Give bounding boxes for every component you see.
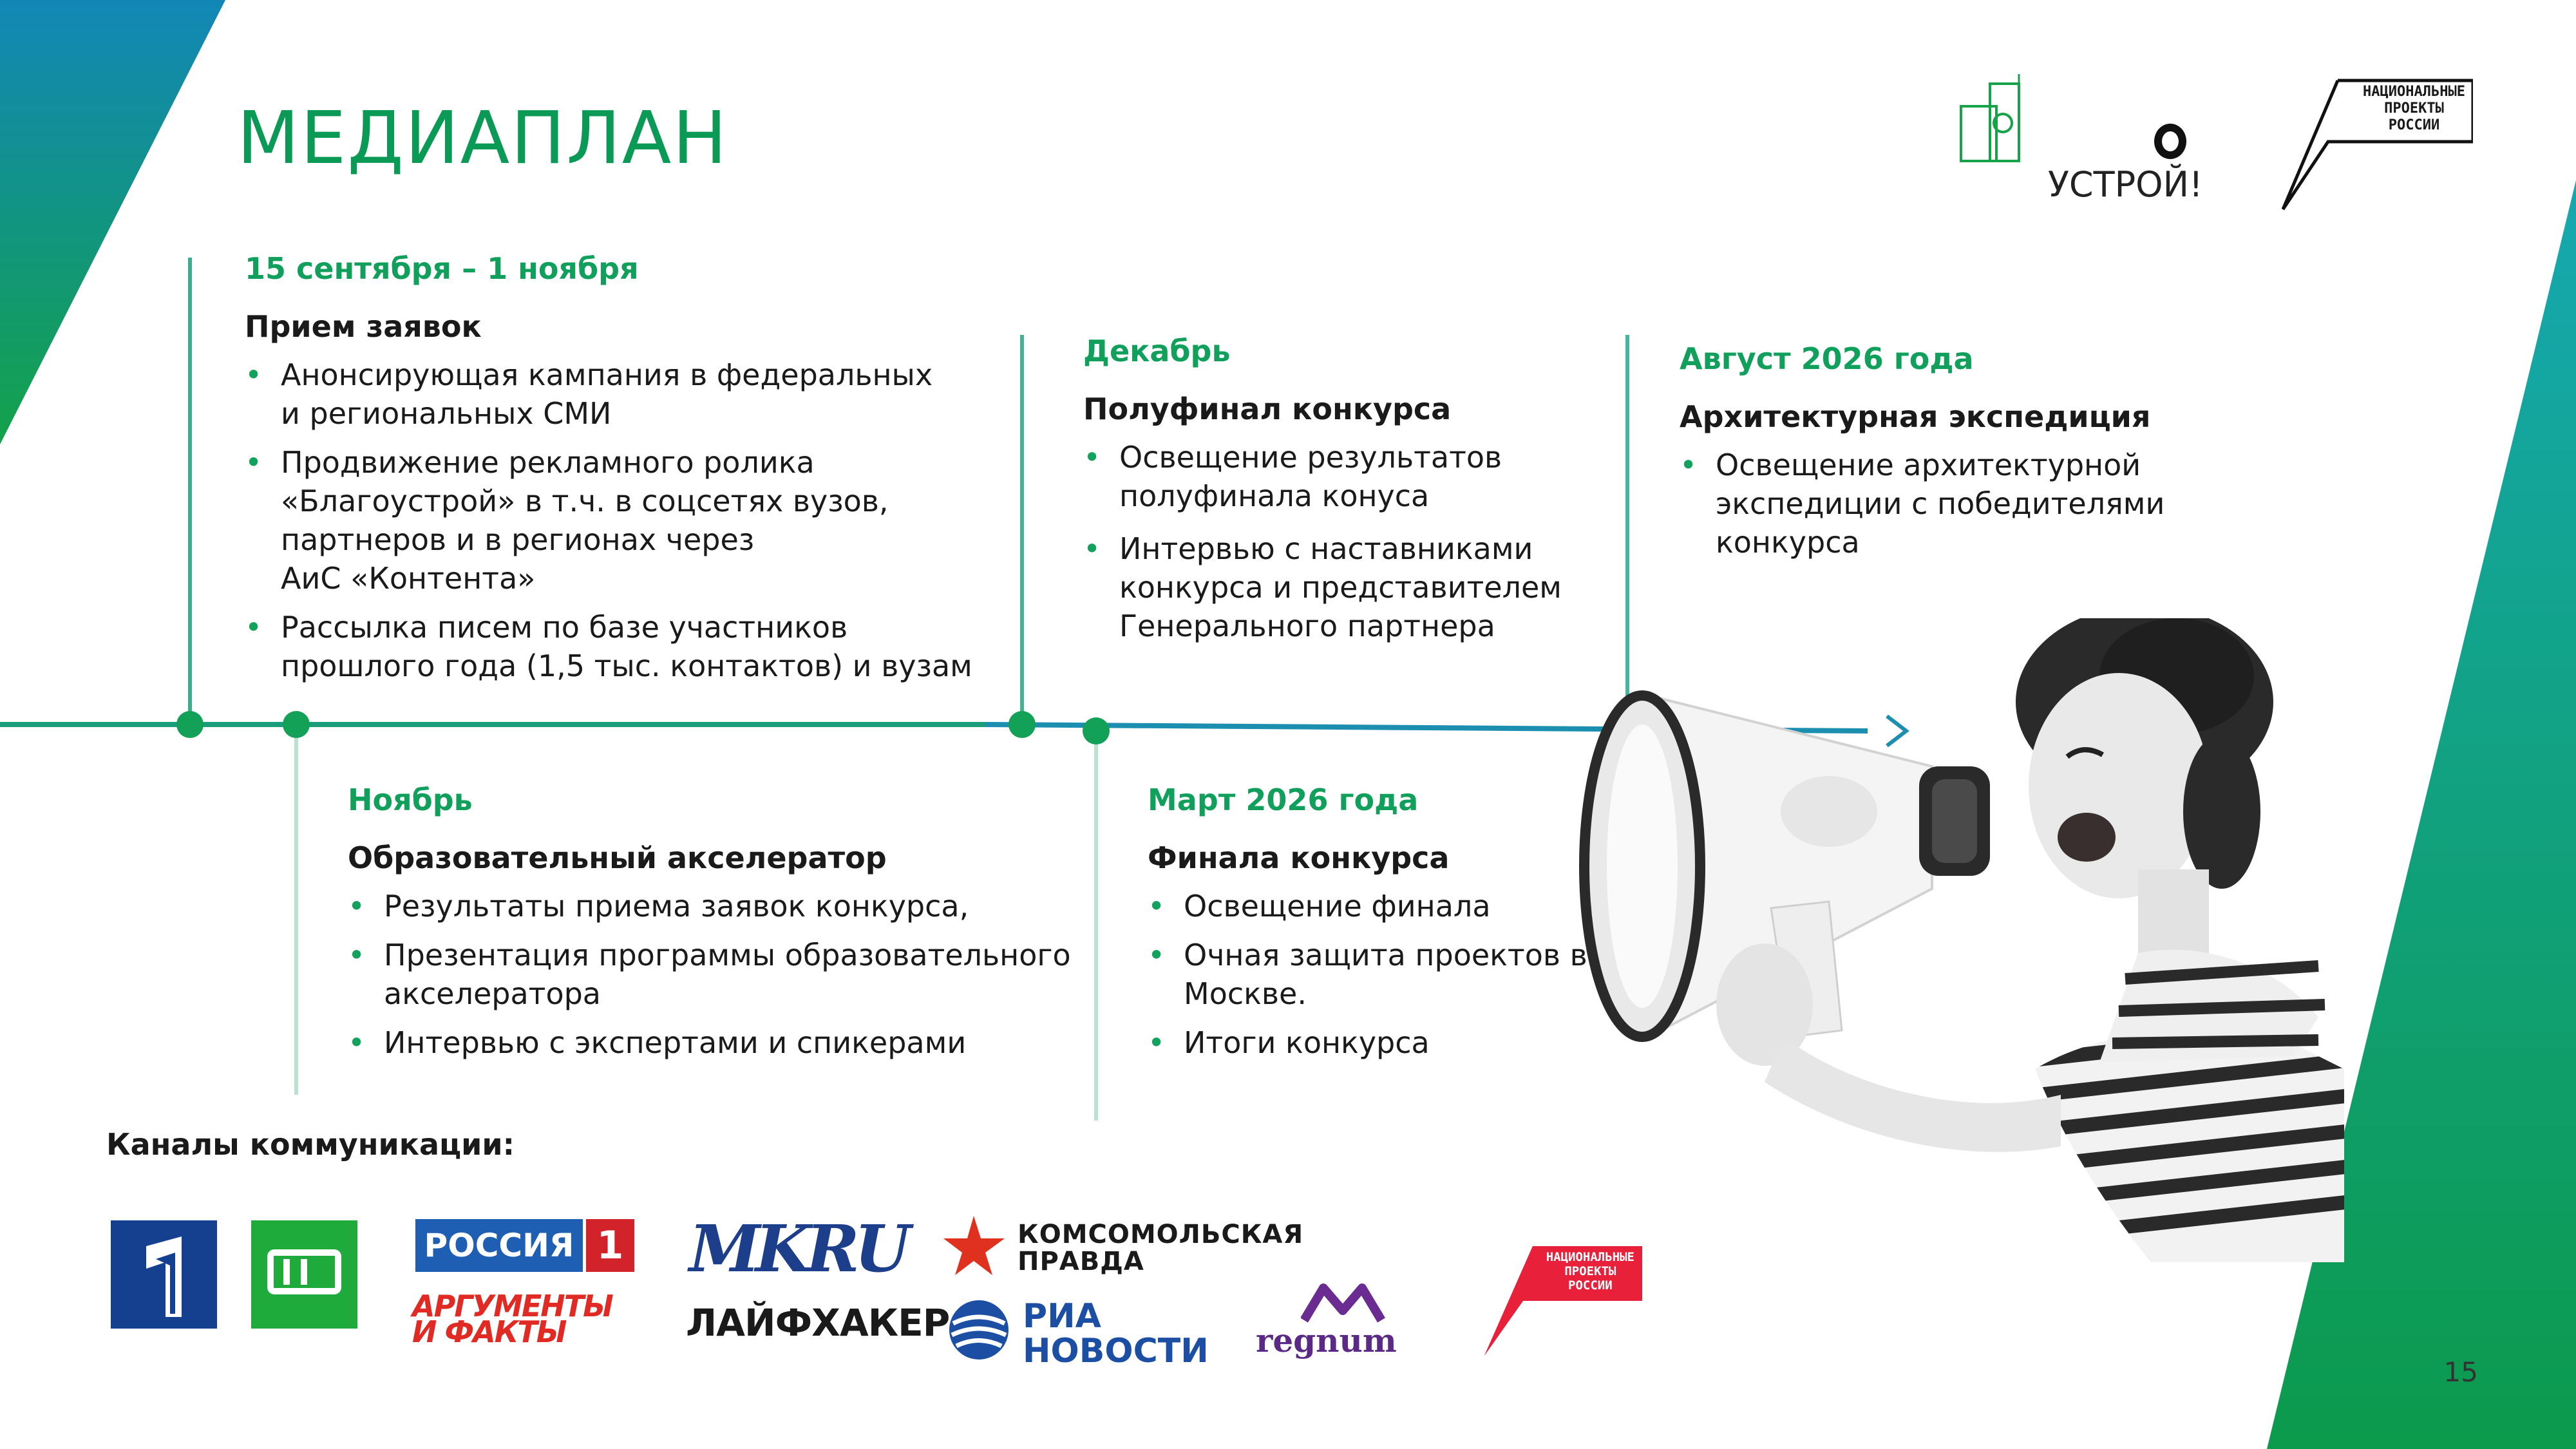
timeline-dot — [283, 711, 310, 738]
list-item: • Продвижение рекламного ролика «Благоустрой» в т.ч. в соцсетях вузов, партнеров и в регионах через АиС «Контента» — [245, 443, 1018, 598]
kp-logo — [943, 1216, 1304, 1287]
list-item: • Освещение результатов полуфинала конуса — [1083, 438, 1586, 515]
block-heading: Прием заявок — [245, 309, 482, 344]
lifehacker-logo: ЛАЙФХАКЕР — [686, 1301, 950, 1345]
bullet-list — [245, 355, 1018, 685]
list-item: • Результаты приема заявок конкурса, — [348, 887, 1108, 925]
timeline-block-accelerator — [348, 782, 1108, 1072]
megaphone-woman-image — [1571, 618, 2344, 1294]
bullet-list — [1680, 446, 2195, 562]
list-item: • Освещение финала — [1148, 887, 1598, 925]
list-item: • Освещение архитектурной экспедиции с победителями конкурса — [1680, 446, 2195, 562]
bullet-list — [1148, 887, 1598, 1062]
natsproekty-line: НАЦИОНАЛЬНЫЕ — [2363, 84, 2465, 100]
kp-line: КОМСОМОЛЬСКАЯ — [1018, 1220, 1304, 1249]
block-heading: Архитектурная экспедиция — [1680, 399, 2151, 434]
perviy-kanal-logo — [111, 1220, 217, 1329]
ustroy-o-icon — [2154, 124, 2186, 159]
block-heading: Финала конкурса — [1148, 840, 1450, 875]
np-line: НАЦИОНАЛЬНЫЕ — [1546, 1250, 1634, 1264]
block-heading: Образовательный акселератор — [348, 840, 887, 875]
building-icon — [1958, 71, 2035, 167]
natsproekty-red-logo — [1484, 1246, 1642, 1356]
rossiya-text: РОССИЯ — [415, 1219, 583, 1272]
block-date: Ноябрь — [348, 782, 473, 817]
list-item: • Интервью с экспертами и спикерами — [348, 1023, 1108, 1062]
ustroy-logo: УСТРОЙ! — [2048, 164, 2203, 205]
block-date: Август 2026 года — [1680, 341, 1974, 376]
timeline-block-expedition — [1680, 341, 2195, 572]
aif-logo — [412, 1289, 612, 1349]
channels-label: Каналы коммуникации: — [106, 1127, 515, 1162]
block-date: 15 сентября – 1 ноября — [245, 251, 639, 286]
bullet-list — [348, 887, 1108, 1062]
list-item: • Презентация программы образовательного акселератора — [348, 936, 1108, 1013]
block-date: Декабрь — [1083, 334, 1231, 368]
natsproekty-line: ПРОЕКТЫ — [2384, 100, 2444, 117]
ria-line: НОВОСТИ — [1023, 1332, 1209, 1370]
ntv-logo — [251, 1220, 357, 1329]
ria-logo — [947, 1298, 1217, 1368]
mk-logo: MKRU — [689, 1211, 905, 1287]
ria-line: РИА — [1023, 1297, 1101, 1336]
list-item: • Итоги конкурса — [1148, 1023, 1598, 1062]
page-number: 15 — [2443, 1356, 2478, 1388]
natsproekty-line: РОССИИ — [2388, 117, 2440, 133]
list-item: • Анонсирующая кампания в федеральных и региональных СМИ — [245, 355, 1018, 433]
list-item: • Очная защита проектов в Москве. — [1148, 936, 1598, 1013]
regnum-text: regnum — [1256, 1321, 1397, 1359]
timeline-dot — [1083, 717, 1110, 744]
rossiya1-logo — [415, 1219, 634, 1272]
page-title: МЕДИАПЛАН — [237, 97, 728, 180]
timeline-block-applications — [245, 251, 1018, 696]
bullet-list — [1083, 438, 1586, 645]
timeline-dot — [1009, 711, 1036, 738]
block-heading: Полуфинал конкурса — [1083, 392, 1452, 426]
list-item: • Интервью с наставниками конкурса и представителем Генерального партнера — [1083, 529, 1586, 645]
timeline-block-semifinal — [1083, 334, 1586, 656]
aif-line: И ФАКТЫ — [412, 1314, 566, 1349]
aif-line: АРГУМЕНТЫ — [412, 1289, 612, 1323]
natsproekty-logo — [2280, 77, 2473, 213]
kp-line: ПРАВДА — [1018, 1247, 1144, 1276]
block-date: Март 2026 года — [1148, 782, 1419, 817]
timeline-block-final — [1148, 782, 1598, 1072]
rossiya-num: 1 — [586, 1219, 634, 1272]
np-line: ПРОЕКТЫ — [1564, 1264, 1616, 1278]
regnum-logo — [1256, 1282, 1423, 1365]
timeline-dot — [176, 711, 204, 738]
list-item: • Рассылка писем по базе участников прошлого года (1,5 тыс. контактов) и вузам — [245, 608, 1018, 685]
np-line: РОССИИ — [1568, 1278, 1613, 1293]
